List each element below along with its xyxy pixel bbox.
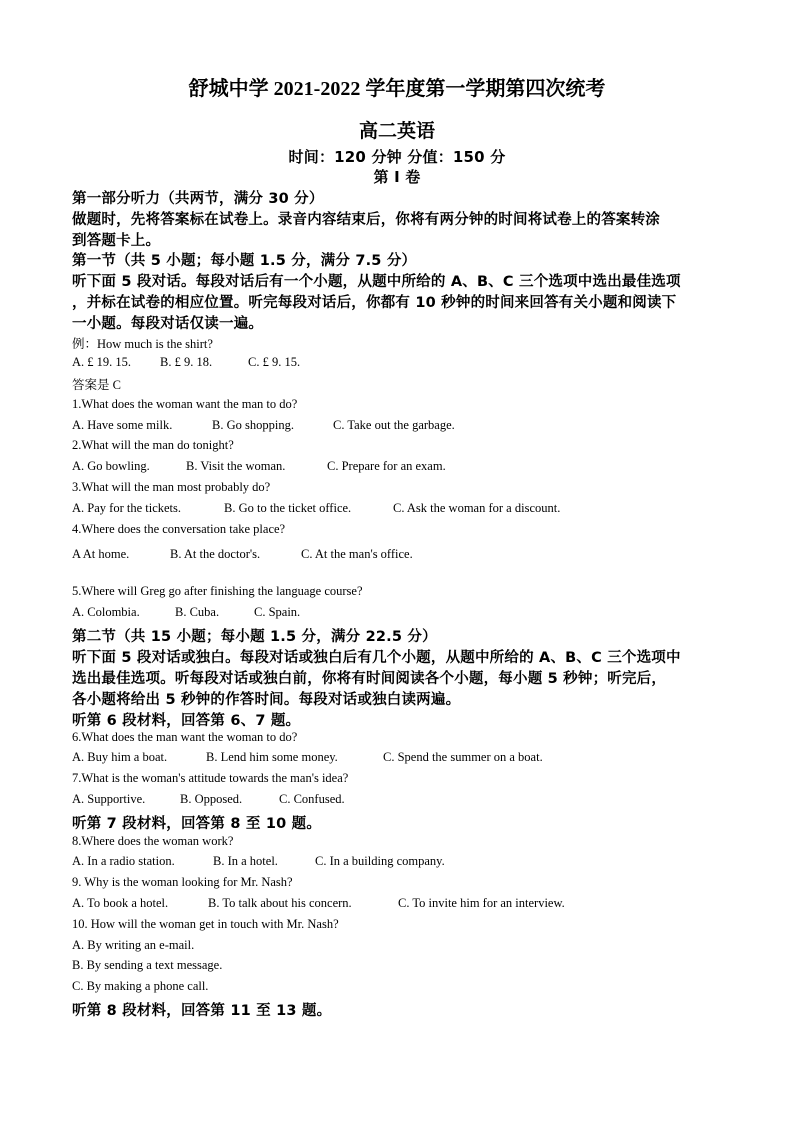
q2-options bbox=[72, 459, 446, 474]
option-a: A. Go bowling. bbox=[72, 459, 150, 473]
option-b: B. Lend him some money. bbox=[206, 750, 338, 764]
part1-heading: 第一部分听力（共两节，满分 30 分） bbox=[72, 191, 324, 207]
option-b: B. Go shopping. bbox=[212, 418, 294, 432]
q9-options bbox=[72, 896, 565, 911]
option-a: A. Colombia. bbox=[72, 605, 140, 619]
q7-text: 7.What is the woman's attitude towards the man's idea? bbox=[72, 771, 349, 785]
q1-options bbox=[72, 418, 455, 433]
time-score: 时间：120 分钟 分值：150 分 bbox=[288, 148, 506, 166]
q10-option-a: A. By writing an e-mail. bbox=[72, 938, 195, 952]
option-c: C. Take out the garbage. bbox=[333, 418, 455, 432]
option-c: C. Spend the summer on a boat. bbox=[383, 750, 543, 764]
volume-label: 第 I 卷 bbox=[373, 168, 421, 186]
example-question: 例：How much is the shirt? bbox=[72, 337, 213, 351]
section1-instr-line2: ，并标在试卷的相应位置。听完每段对话后，你都有 10 秒钟的时间来回答有关小题和阅读下 bbox=[72, 295, 677, 311]
option-a: A. £ 19. 15. bbox=[72, 355, 132, 369]
exam-title: 舒城中学 2021-2022 学年度第一学期第四次统考 bbox=[188, 78, 606, 100]
material-7-heading: 听第 7 段材料，回答第 8 至 10 题。 bbox=[72, 816, 322, 832]
section2-instr-line1: 听下面 5 段对话或独白。每段对话或独白后有几个小题，从题中所给的 A、B、C 三个选项中 bbox=[72, 650, 681, 666]
q3-text: 3.What will the man most probably do? bbox=[72, 480, 271, 494]
section1-instr-line1: 听下面 5 段对话。每段对话后有一个小题，从题中所给的 A、B、C 三个选项中选出最佳选项 bbox=[72, 274, 681, 290]
example-answer: 答案是 C bbox=[72, 378, 121, 392]
option-c: C. Ask the woman for a discount. bbox=[393, 501, 561, 515]
option-c: C. To invite him for an interview. bbox=[398, 896, 565, 910]
q5-text: 5.Where will Greg go after finishing the language course? bbox=[72, 584, 363, 598]
material-6-heading: 听第 6 段材料，回答第 6、7 题。 bbox=[72, 713, 301, 729]
example-options bbox=[72, 355, 300, 370]
option-a: A. In a radio station. bbox=[72, 854, 175, 868]
option-a: A. Supportive. bbox=[72, 792, 146, 806]
option-c: C. £ 9. 15. bbox=[248, 355, 301, 369]
q10-text: 10. How will the woman get in touch with Mr. Nash? bbox=[72, 917, 339, 931]
option-a: A. Pay for the tickets. bbox=[72, 501, 182, 515]
option-c: C. At the man's office. bbox=[301, 547, 413, 561]
option-c: C. In a building company. bbox=[315, 854, 445, 868]
option-b: B. At the doctor's. bbox=[170, 547, 261, 561]
material-8-heading: 听第 8 段材料，回答第 11 至 13 题。 bbox=[72, 1003, 332, 1019]
section2-instr-line3: 各小题将给出 5 秒钟的作答时间。每段对话或独白读两遍。 bbox=[72, 692, 461, 708]
option-b: B. Visit the woman. bbox=[186, 459, 286, 473]
part1-note-line2: 到答题卡上。 bbox=[72, 233, 161, 249]
q4-options bbox=[72, 547, 413, 562]
q3-options bbox=[72, 501, 560, 516]
q5-options bbox=[72, 605, 300, 620]
part1-note-line1: 做题时，先将答案标在试卷上。录音内容结束后，你将有两分钟的时间将试卷上的答案转涂 bbox=[72, 212, 660, 228]
q7-options bbox=[72, 792, 345, 807]
option-c: C. Spain. bbox=[254, 605, 301, 619]
option-b: B. £ 9. 18. bbox=[160, 355, 213, 369]
q4-text: 4.Where does the conversation take place? bbox=[72, 522, 286, 536]
q9-text: 9. Why is the woman looking for Mr. Nash? bbox=[72, 875, 293, 889]
option-a: A. Buy him a boat. bbox=[72, 750, 168, 764]
section2-instr-line2: 选出最佳选项。听每段对话或独白前，你将有时间阅读各个小题，每小题 5 秒钟；听完后， bbox=[72, 671, 667, 687]
q6-text: 6.What does the man want the woman to do? bbox=[72, 730, 298, 744]
q10-option-c: C. By making a phone call. bbox=[72, 979, 209, 993]
option-a: A. To book a hotel. bbox=[72, 896, 169, 910]
q10-option-b: B. By sending a text message. bbox=[72, 958, 223, 972]
option-c: C. Confused. bbox=[279, 792, 345, 806]
option-a: A At home. bbox=[72, 547, 130, 561]
option-a: A. Have some milk. bbox=[72, 418, 173, 432]
q6-options bbox=[72, 750, 543, 765]
option-c: C. Prepare for an exam. bbox=[327, 459, 446, 473]
q1-text: 1.What does the woman want the man to do? bbox=[72, 397, 298, 411]
section2-heading: 第二节（共 15 小题；每小题 1.5 分，满分 22.5 分） bbox=[72, 629, 437, 645]
option-b: B. Opposed. bbox=[180, 792, 243, 806]
subject-title: 高二英语 bbox=[358, 121, 435, 142]
q2-text: 2.What will the man do tonight? bbox=[72, 438, 234, 452]
section1-instr-line3: 一小题。每段对话仅读一遍。 bbox=[72, 316, 264, 332]
option-b: B. In a hotel. bbox=[213, 854, 278, 868]
option-b: B. To talk about his concern. bbox=[208, 896, 352, 910]
option-b: B. Go to the ticket office. bbox=[224, 501, 352, 515]
option-b: B. Cuba. bbox=[175, 605, 220, 619]
section1-heading: 第一节（共 5 小题；每小题 1.5 分，满分 7.5 分） bbox=[72, 253, 417, 269]
q8-options bbox=[72, 854, 445, 869]
q8-text: 8.Where does the woman work? bbox=[72, 834, 234, 848]
